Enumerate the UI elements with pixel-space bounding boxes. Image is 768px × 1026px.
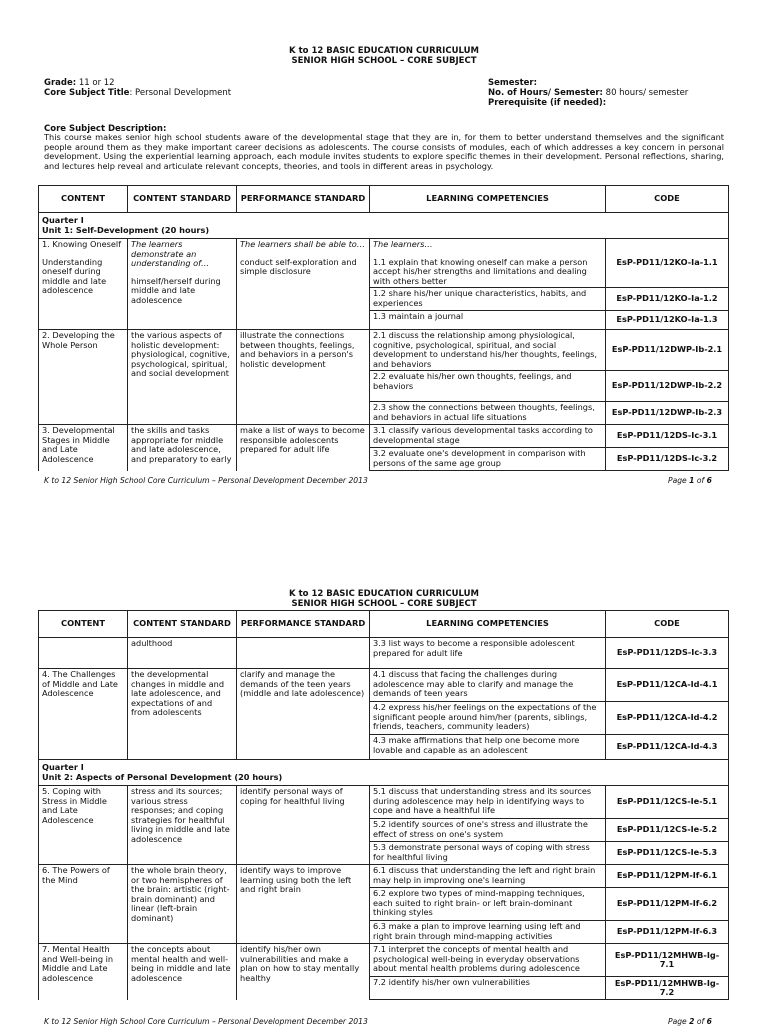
content-cell: 6. The Powers of the Mind (39, 865, 128, 944)
competency-cell: 1.3 maintain a journal (370, 311, 606, 330)
quarter-row (39, 213, 729, 239)
competency-cell: 7.2 identify his/her own vulnerabilities (370, 977, 606, 1000)
content-standard-cell: the concepts about mental health and well-being in middle and late adolescence (128, 944, 237, 1000)
table-row (39, 239, 729, 288)
competency-cell: 4.2 express his/her feelings on the expectations of the significant people around him/her (parents, siblings, friends, teachers, community leaders) (370, 702, 606, 735)
code-cell: EsP-PD11/12DWP-Ib-2.1 (606, 330, 729, 371)
page-number (668, 1017, 712, 1026)
competency-cell: 3.2 evaluate one's development in comparison with persons of the same age group (370, 448, 606, 471)
col-performance-standard: PERFORMANCE STANDARD (237, 611, 370, 638)
document-page-2 (0, 565, 768, 1024)
content-cell: 3. Developmental Stages in Middle and Late Adolescence (39, 425, 128, 471)
competency-cell: 7.1 interpret the concepts of mental health and psychological well-being in everyday observations about mental health problems during adolescence (370, 944, 606, 977)
code-cell: EsP-PD11/12DWP-Ib-2.3 (606, 402, 729, 425)
curriculum-table (38, 185, 729, 471)
code-cell: EsP-PD11/12PM-If-6.1 (606, 865, 729, 888)
competency-cell: 2.2 evaluate his/her own thoughts, feelings, and behaviors (370, 371, 606, 402)
page-current: 2 (689, 1017, 695, 1026)
competency-cell: 4.3 make affirmations that help one become more lovable and capable as an adolescent (370, 735, 606, 760)
document-page-1 (0, 0, 768, 500)
table-row (39, 786, 729, 819)
semester-label: Semester: (488, 78, 537, 88)
content-cell: 4. The Challenges of Middle and Late Adolescence (39, 669, 128, 760)
table-row (39, 330, 729, 371)
content-cell: 7. Mental Health and Well-being in Middle and Late adolescence (39, 944, 128, 1000)
code-cell: EsP-PD11/12CA-Id-4.2 (606, 702, 729, 735)
header-title: K to 12 BASIC EDUCATION CURRICULUM (289, 46, 479, 56)
semester-line (488, 78, 537, 89)
quarter-label: Quarter I (42, 762, 84, 772)
code-cell: EsP-PD11/12PM-If-6.3 (606, 921, 729, 944)
grade-line (44, 78, 115, 89)
col-performance-standard: PERFORMANCE STANDARD (237, 186, 370, 213)
content-cell: 2. Developing the Whole Person (39, 330, 128, 425)
description-text: This course makes senior high school students aware of the developmental stage that they are in, for them to better understand themselves and the significant people around them as they make important career decisions as adolescents. The course consists of modules, each of which addresses a key concern in personal development. Using the experiential learning approach, each module invites students to explore specific themes in their development. Personal reflections, sharing, and lectures help reveal and articulate relevant concepts, theories, and tools in different areas in psychology. (44, 132, 724, 171)
page-header (0, 589, 768, 609)
content-cell: 1. Knowing Oneself (42, 239, 122, 249)
code-cell: EsP-PD11/12KO-Ia-1.3 (606, 311, 729, 330)
page-of: of (694, 476, 707, 485)
content-cell: 5. Coping with Stress in Middle and Late Adolescence (39, 786, 128, 865)
page-total: 6 (706, 1017, 712, 1026)
code-cell: EsP-PD11/12DS-Ic-3.3 (606, 638, 729, 669)
quarter-row (39, 760, 729, 786)
competency-cell: 6.2 explore two types of mind-mapping techniques, each suited to right brain- or left brain-dominant thinking styles (370, 888, 606, 921)
table-row (39, 669, 729, 702)
footer-text: K to 12 Senior High School Core Curriculum – Personal Development December 2013 (44, 476, 368, 485)
col-learning-competencies: LEARNING COMPETENCIES (370, 186, 606, 213)
performance-standard-cell: conduct self-exploration and simple disclosure (240, 256, 357, 276)
description-heading: Core Subject Description: (44, 124, 167, 134)
page-current: 1 (689, 476, 695, 485)
quarter-label: Quarter I (42, 215, 84, 225)
performance-standard-cell: identify ways to improve learning using both the left and right brain (237, 865, 370, 944)
grade-value: 11 or 12 (76, 78, 115, 88)
code-cell: EsP-PD11/12PM-If-6.2 (606, 888, 729, 921)
page-label: Page (668, 476, 690, 485)
col-content: CONTENT (39, 611, 128, 638)
content-standard-cell: the various aspects of holistic development: physiological, cognitive, psychological, spiritual, and social development (128, 330, 237, 425)
competency-cell: 2.3 show the connections between thoughts, feelings, and behaviors in actual life situations (370, 402, 606, 425)
competency-cell: 5.1 discuss that understanding stress and its sources during adolescence may help in identifying ways to cope and have a healthful life (370, 786, 606, 819)
code-cell: EsP-PD11/12MHWB-Ig-7.2 (606, 977, 729, 1000)
hours-line (488, 88, 688, 99)
competency-cell: 2.1 discuss the relationship among physiological, cognitive, psychological, spiritual, and social development to understand his/her thoughts, feelings, and behaviors (370, 330, 606, 371)
subject-line (44, 88, 231, 99)
table-row (39, 944, 729, 977)
competency-cell: 6.1 discuss that understanding the left and right brain may help in improving one's learning (370, 865, 606, 888)
performance-standard-intro: The learners shall be able to… (240, 239, 365, 249)
unit-label: Unit 1: Self-Development (20 hours) (42, 224, 210, 235)
performance-standard-cell: clarify and manage the demands of the teen years (middle and late adolescence) (237, 669, 370, 760)
code-cell: EsP-PD11/12MHWB-Ig-7.1 (606, 944, 729, 977)
content-cell-detail: Understanding oneself during middle and late adolescence (42, 256, 107, 295)
code-cell: EsP-PD11/12CS-Ie-5.3 (606, 842, 729, 865)
subject-label: Core Subject Title (44, 88, 130, 98)
code-cell: EsP-PD11/12DS-Ic-3.2 (606, 448, 729, 471)
col-code: CODE (606, 186, 729, 213)
table-header-row (39, 611, 729, 638)
content-standard-cell: the skills and tasks appropriate for middle and late adolescence, and preparatory to early (128, 425, 237, 471)
performance-standard-cell: illustrate the connections between thoughts, feelings, and behaviors in a person's holistic development (237, 330, 370, 425)
col-content: CONTENT (39, 186, 128, 213)
curriculum-table (38, 610, 729, 1000)
code-cell: EsP-PD11/12CS-Ie-5.2 (606, 819, 729, 842)
competency-cell: 3.3 list ways to become a responsible adolescent prepared for adult life (370, 638, 606, 669)
content-standard-cell: himself/herself during middle and late adolescence (131, 275, 221, 305)
content-standard-intro: The learners demonstrate an understanding of… (131, 239, 210, 268)
performance-standard-cell: identify his/her own vulnerabilities and make a plan on how to stay mentally healthy (237, 944, 370, 1000)
col-content-standard: CONTENT STANDARD (128, 186, 237, 213)
content-standard-cell: adulthood (128, 638, 237, 669)
code-cell: EsP-PD11/12KO-Ia-1.2 (606, 288, 729, 311)
page-total: 6 (706, 476, 712, 485)
content-standard-cell: stress and its sources; various stress responses; and coping strategies for healthful living in middle and late adolescence (128, 786, 237, 865)
table-header-row (39, 186, 729, 213)
performance-standard-cell: make a list of ways to become responsible adolescents prepared for adult life (237, 425, 370, 471)
competency-intro: The learners… (373, 239, 433, 249)
competency-cell: 1.1 explain that knowing oneself can make a person accept his/her strengths and limitations and dealing with others better (373, 256, 588, 286)
competency-cell: 5.2 identify sources of one's stress and illustrate the effect of stress on one's system (370, 819, 606, 842)
footer-text: K to 12 Senior High School Core Curriculum – Personal Development December 2013 (44, 1017, 368, 1026)
performance-standard-cell: identify personal ways of coping for healthful living (237, 786, 370, 865)
competency-cell: 6.3 make a plan to improve learning using left and right brain through mind-mapping activities (370, 921, 606, 944)
subject-value: : Personal Development (129, 88, 232, 98)
hours-label: No. of Hours/ Semester: (488, 88, 603, 98)
table-row (39, 638, 729, 669)
header-subtitle: SENIOR HIGH SCHOOL – CORE SUBJECT (291, 56, 477, 66)
competency-cell: 3.1 classify various developmental tasks according to developmental stage (370, 425, 606, 448)
col-learning-competencies: LEARNING COMPETENCIES (370, 611, 606, 638)
prereq-label: Prerequisite (if needed): (488, 98, 607, 108)
prereq-line (488, 98, 606, 109)
hours-value: 80 hours/ semester (602, 88, 689, 98)
competency-cell: 4.1 discuss that facing the challenges during adolescence may able to clarify and manage the demands of teen years (370, 669, 606, 702)
competency-cell: 1.2 share his/her unique characteristics, habits, and experiences (370, 288, 606, 311)
code-cell: EsP-PD11/12CS-Ie-5.1 (606, 786, 729, 819)
header-title: K to 12 BASIC EDUCATION CURRICULUM (289, 589, 479, 599)
code-cell: EsP-PD11/12DS-Ic-3.1 (606, 425, 729, 448)
code-cell: EsP-PD11/12CA-Id-4.3 (606, 735, 729, 760)
content-standard-cell: the whole brain theory, or two hemispheres of the brain: artistic (right-brain dominant) and linear (left-brain dominant) (128, 865, 237, 944)
page-label: Page (668, 1017, 690, 1026)
table-row (39, 425, 729, 448)
table-row (39, 865, 729, 888)
grade-label: Grade: (44, 78, 77, 88)
unit-label: Unit 2: Aspects of Personal Development (20 hours) (42, 771, 283, 782)
competency-cell: 5.3 demonstrate personal ways of coping with stress for healthful living (370, 842, 606, 865)
code-cell: EsP-PD11/12DWP-Ib-2.2 (606, 371, 729, 402)
content-standard-cell: the developmental changes in middle and late adolescence, and expectations of and from adolescents (128, 669, 237, 760)
col-code: CODE (606, 611, 729, 638)
page-number (668, 476, 712, 485)
col-content-standard: CONTENT STANDARD (128, 611, 237, 638)
page-of: of (694, 1017, 707, 1026)
page-header (0, 46, 768, 66)
header-subtitle: SENIOR HIGH SCHOOL – CORE SUBJECT (291, 599, 477, 609)
code-cell: EsP-PD11/12KO-Ia-1.1 (606, 239, 729, 288)
code-cell: EsP-PD11/12CA-Id-4.1 (606, 669, 729, 702)
